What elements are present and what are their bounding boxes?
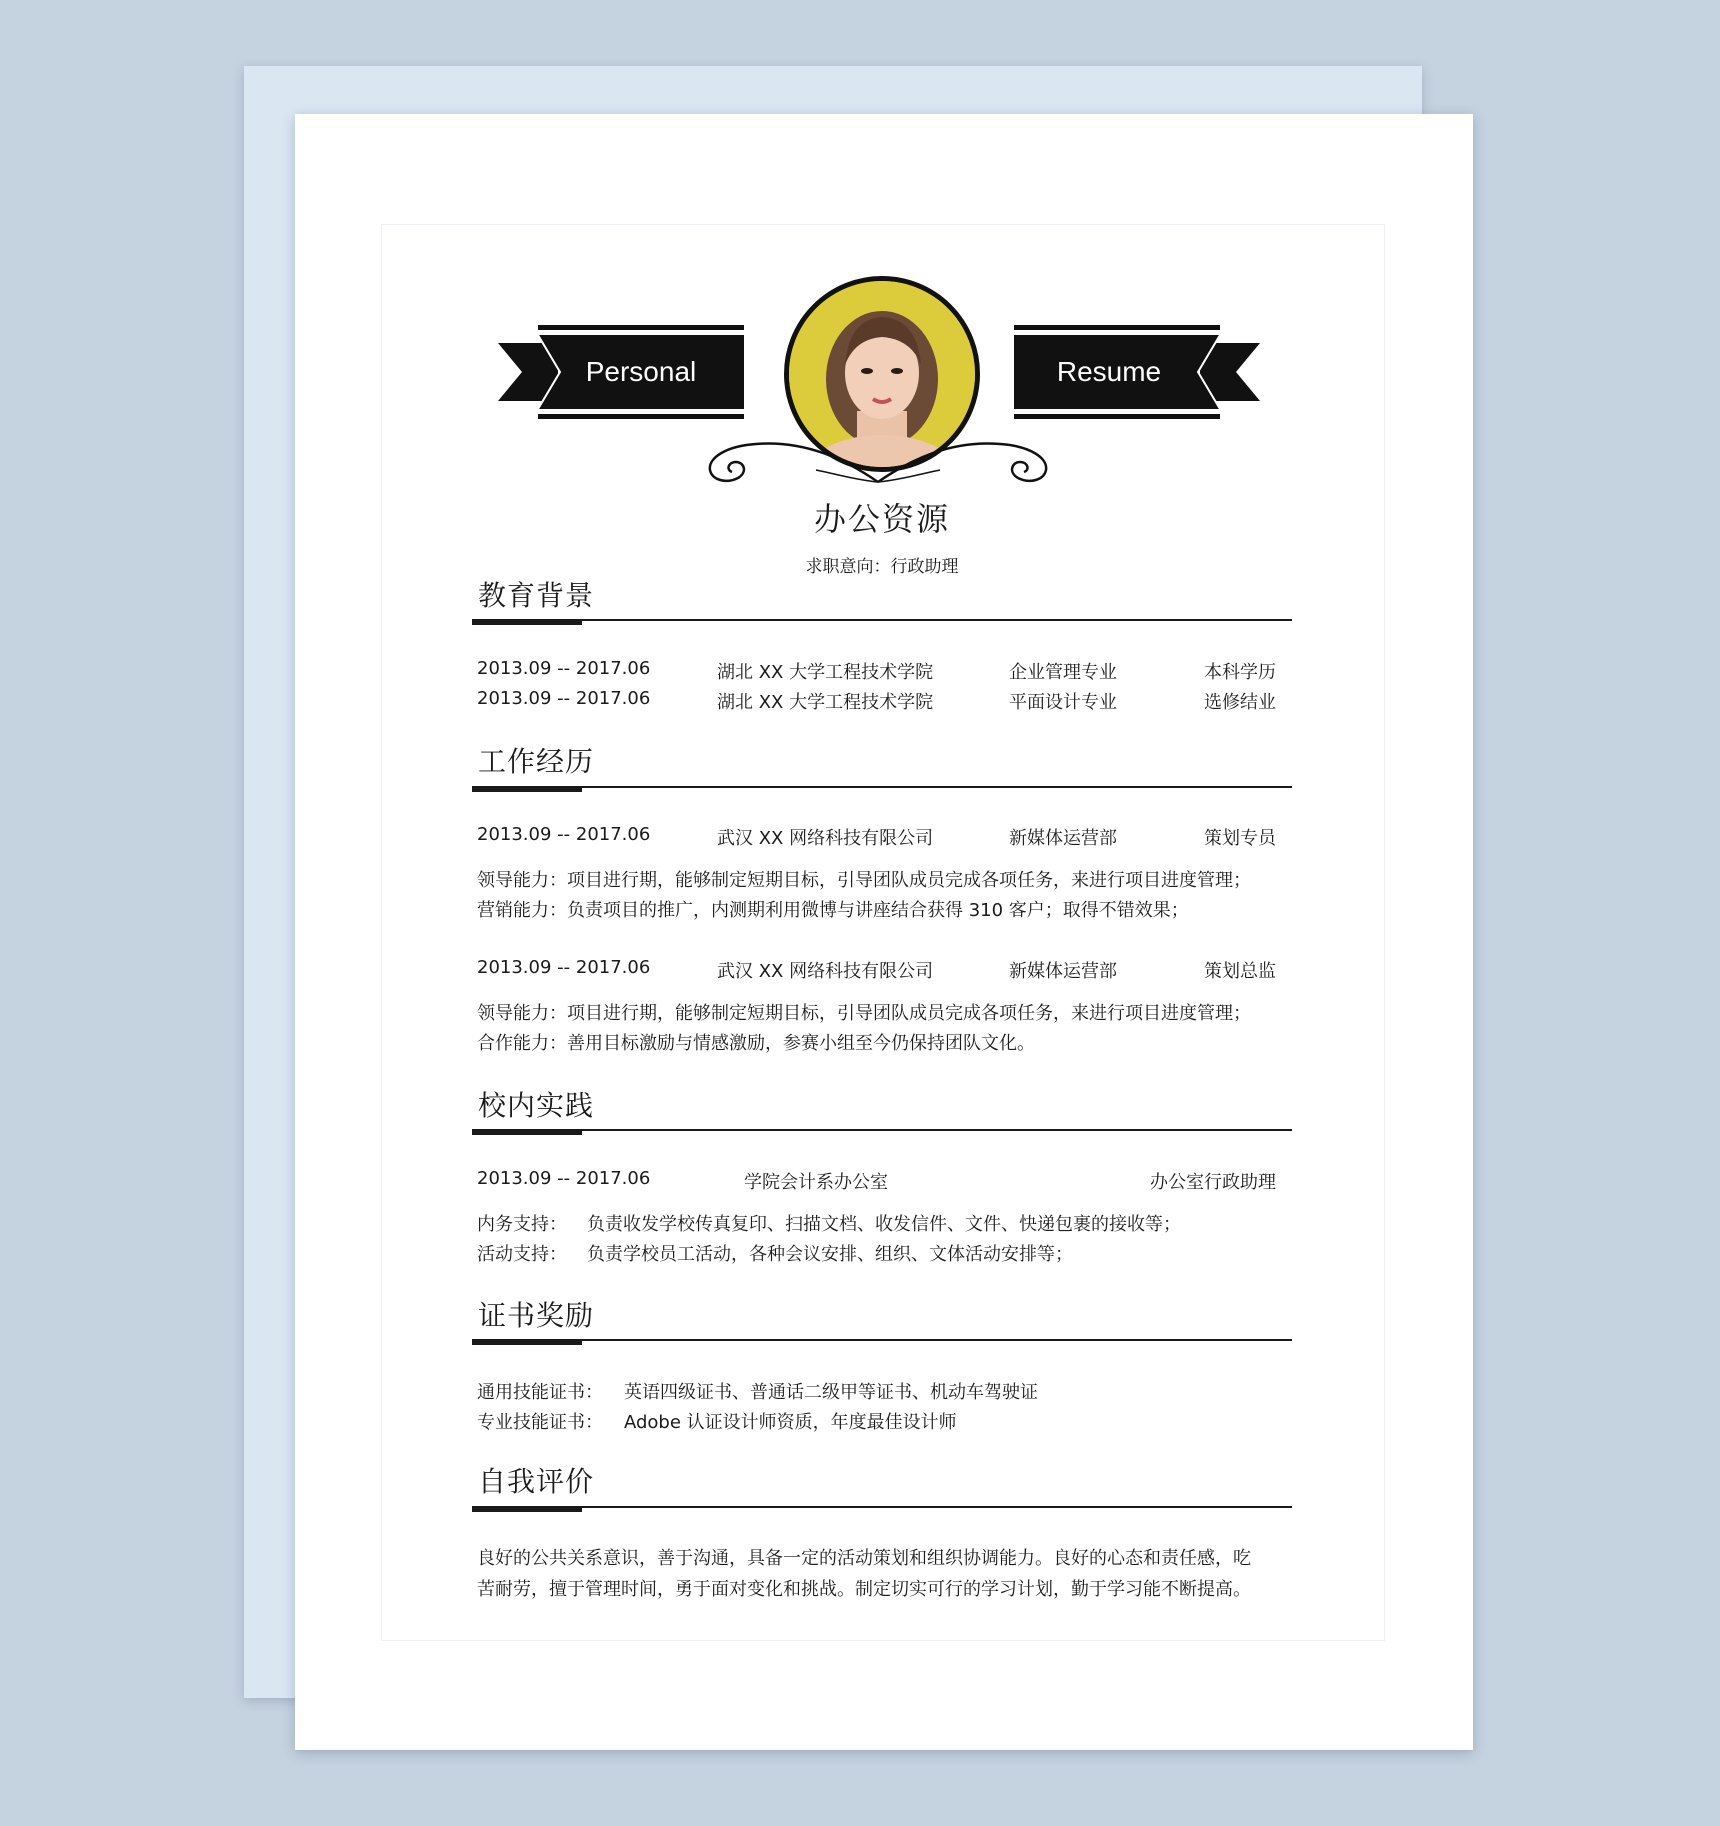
job-2-date: 2013.09 -- 2017.06 [477, 957, 651, 978]
work-title: 工作经历 [478, 745, 595, 778]
education-rule [472, 619, 1292, 621]
certs-rule [472, 1339, 1292, 1341]
ribbon-right [1014, 325, 1260, 419]
edu-1-degree: 本科学历 [1204, 662, 1276, 683]
edu-1-school: 湖北 XX 大学工程技术学院 [717, 662, 934, 683]
edu-2-major: 平面设计专业 [1009, 692, 1117, 713]
campus-accent-bar [472, 1129, 582, 1135]
campus-org: 学院会计系办公室 [744, 1172, 888, 1193]
job-1-role: 策划专员 [1204, 828, 1276, 849]
cert-2-label: 专业技能证书： [477, 1412, 603, 1433]
campus-item-1-text: 负责收发学校传真复印、扫描文档、收发信件、文件、快递包裹的接收等； [587, 1214, 1181, 1235]
flourish-ornament [696, 430, 1060, 494]
job-1-line-1: 领导能力：项目进行期，能够制定短期目标，引导团队成员完成各项任务，来进行项目进度管理； [477, 870, 1251, 891]
ribbon-left [498, 325, 744, 419]
edu-2-school: 湖北 XX 大学工程技术学院 [717, 692, 934, 713]
campus-item-2-label: 活动支持： [477, 1244, 567, 1265]
work-rule [472, 786, 1292, 788]
campus-item-1-label: 内务支持： [477, 1214, 567, 1235]
campus-date: 2013.09 -- 2017.06 [477, 1168, 651, 1189]
job-2-company: 武汉 XX 网络科技有限公司 [717, 961, 934, 982]
job-2-line-1: 领导能力：项目进行期，能够制定短期目标，引导团队成员完成各项任务，来进行项目进度管理； [477, 1003, 1251, 1024]
education-accent-bar [472, 619, 582, 625]
resume-label: Resume [1056, 356, 1162, 387]
job-intent: 求职意向：行政助理 [805, 557, 959, 577]
campus-title: 校内实践 [478, 1089, 595, 1122]
job-2-dept: 新媒体运营部 [1009, 961, 1117, 982]
job-2-line-2: 合作能力：善用目标激励与情感激励，参赛小组至今仍保持团队文化。 [477, 1033, 1035, 1054]
campus-role: 办公室行政助理 [1150, 1172, 1276, 1193]
cert-1-label: 通用技能证书： [477, 1382, 603, 1403]
cert-1-text: 英语四级证书、普通话二级甲等证书、机动车驾驶证 [624, 1382, 1038, 1403]
job-1-line-2: 营销能力：负责项目的推广，内测期利用微博与讲座结合获得 310 客户；取得不错效果； [477, 900, 1189, 921]
certs-accent-bar [472, 1339, 582, 1345]
edu-1-major: 企业管理专业 [1009, 662, 1117, 683]
campus-rule [472, 1129, 1292, 1131]
edu-1-date: 2013.09 -- 2017.06 [477, 658, 651, 679]
personal-label: Personal [585, 356, 697, 387]
cert-2-text: Adobe 认证设计师资质，年度最佳设计师 [624, 1412, 957, 1433]
self-title: 自我评价 [478, 1465, 595, 1498]
self-accent-bar [472, 1506, 582, 1512]
certs-title: 证书奖励 [478, 1299, 595, 1332]
education-title: 教育背景 [478, 579, 595, 612]
job-1-company: 武汉 XX 网络科技有限公司 [717, 828, 934, 849]
candidate-name: 办公资源 [813, 500, 950, 538]
job-2-role: 策划总监 [1204, 961, 1276, 982]
work-accent-bar [472, 786, 582, 792]
job-1-date: 2013.09 -- 2017.06 [477, 824, 651, 845]
edu-2-degree: 选修结业 [1204, 692, 1276, 713]
self-line-2: 苦耐劳，擅于管理时间，勇于面对变化和挑战。制定切实可行的学习计划，勤于学习能不断提高。 [477, 1579, 1251, 1600]
job-1-dept: 新媒体运营部 [1009, 828, 1117, 849]
self-rule [472, 1506, 1292, 1508]
campus-item-2-text: 负责学校员工活动，各种会议安排、组织、文体活动安排等； [587, 1244, 1073, 1265]
self-line-1: 良好的公共关系意识，善于沟通，具备一定的活动策划和组织协调能力。良好的心态和责任感，吃 [477, 1548, 1251, 1569]
edu-2-date: 2013.09 -- 2017.06 [477, 688, 651, 709]
